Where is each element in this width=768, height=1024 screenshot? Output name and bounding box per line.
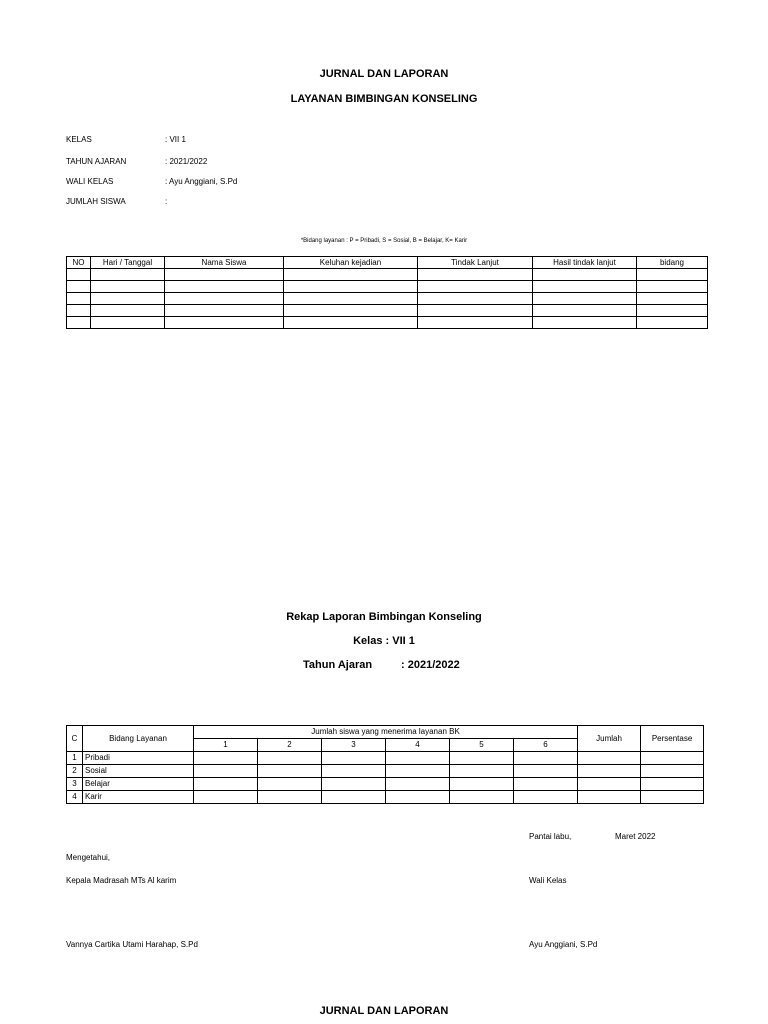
rekap-kelas: Kelas : VII 1 [353, 635, 415, 647]
table-row [67, 778, 704, 791]
table-row [67, 293, 708, 305]
mengetahui-label: Mengetahui, [66, 853, 111, 862]
signature-date: Maret 2022 [615, 832, 656, 841]
bidang-note: *Bidang layanan : P = Pribadi, S = Sosial, B = Belajar, K= Karir [300, 238, 468, 244]
wali-kelas-name: Ayu Anggiani, S.Pd [529, 940, 598, 949]
rekap-table [66, 725, 704, 804]
kepala-madrasah-name: Vannya Cartika Utami Harahap, S.Pd [66, 940, 198, 949]
info-label-kelas: KELAS [66, 135, 92, 144]
info-value-kelas: : VII 1 [165, 135, 186, 144]
table-row [67, 765, 704, 778]
next-page-title: JURNAL DAN LAPORAN [319, 1005, 449, 1017]
info-value-jumlah-siswa: : [165, 197, 168, 206]
col-header-hari-tanggal: Hari / Tanggal [91, 257, 165, 269]
col-header-2: 2 [258, 739, 322, 752]
table-row [67, 791, 704, 804]
rekap-tahun-value: : 2021/2022 [401, 659, 460, 671]
jurnal-table [66, 256, 708, 329]
info-value-tahun-ajaran: : 2021/2022 [165, 157, 208, 166]
col-header-jumlah-siswa-group: Jumlah siswa yang menerima layanan BK [194, 726, 578, 739]
table-row [67, 269, 708, 281]
row-bidang: Belajar [83, 778, 194, 791]
rekap-tahun-label: Tahun Ajaran [303, 659, 373, 671]
col-header-tindak-lanjut: Tindak Lanjut [418, 257, 533, 269]
table-row [67, 752, 704, 765]
row-bidang: Pribadi [83, 752, 194, 765]
col-header-jumlah: Jumlah [578, 726, 641, 752]
table-row [67, 281, 708, 293]
kepala-madrasah-label: Kepala Madrasah MTs Al karim [66, 876, 177, 885]
row-number: 3 [67, 778, 83, 791]
rekap-header-row [67, 726, 704, 739]
rekap-title: Rekap Laporan Bimbingan Konseling [286, 611, 482, 623]
info-label-jumlah-siswa: JUMLAH SISWA [66, 197, 126, 206]
col-header-bidang-layanan: Bidang Layanan [83, 726, 194, 752]
table-row [67, 317, 708, 329]
page-subtitle: LAYANAN BIMBINGAN KONSELING [290, 93, 478, 105]
wali-kelas-label: Wali Kelas [529, 876, 567, 885]
col-header-6: 6 [514, 739, 578, 752]
row-bidang: Karir [83, 791, 194, 804]
col-header-no: NO [67, 257, 91, 269]
col-header-nama-siswa: Nama Siswa [165, 257, 284, 269]
col-header-c: C [67, 726, 83, 752]
col-header-4: 4 [386, 739, 450, 752]
page-title: JURNAL DAN LAPORAN [319, 68, 449, 80]
table-row [67, 305, 708, 317]
row-number: 2 [67, 765, 83, 778]
col-header-hasil: Hasil tindak lanjut [533, 257, 637, 269]
col-header-keluhan: Keluhan kejadian [284, 257, 418, 269]
col-header-persentase: Persentase [641, 726, 704, 752]
signature-place: Pantai labu, [529, 832, 572, 841]
jurnal-header-row [67, 257, 708, 269]
info-label-tahun-ajaran: TAHUN AJARAN [66, 157, 127, 166]
col-header-bidang: bidang [637, 257, 708, 269]
col-header-3: 3 [322, 739, 386, 752]
info-label-wali-kelas: WALI KELAS [66, 177, 114, 186]
row-bidang: Sosial [83, 765, 194, 778]
col-header-5: 5 [450, 739, 514, 752]
info-value-wali-kelas: : Ayu Anggiani, S.Pd [165, 177, 238, 186]
col-header-1: 1 [194, 739, 258, 752]
row-number: 1 [67, 752, 83, 765]
row-number: 4 [67, 791, 83, 804]
